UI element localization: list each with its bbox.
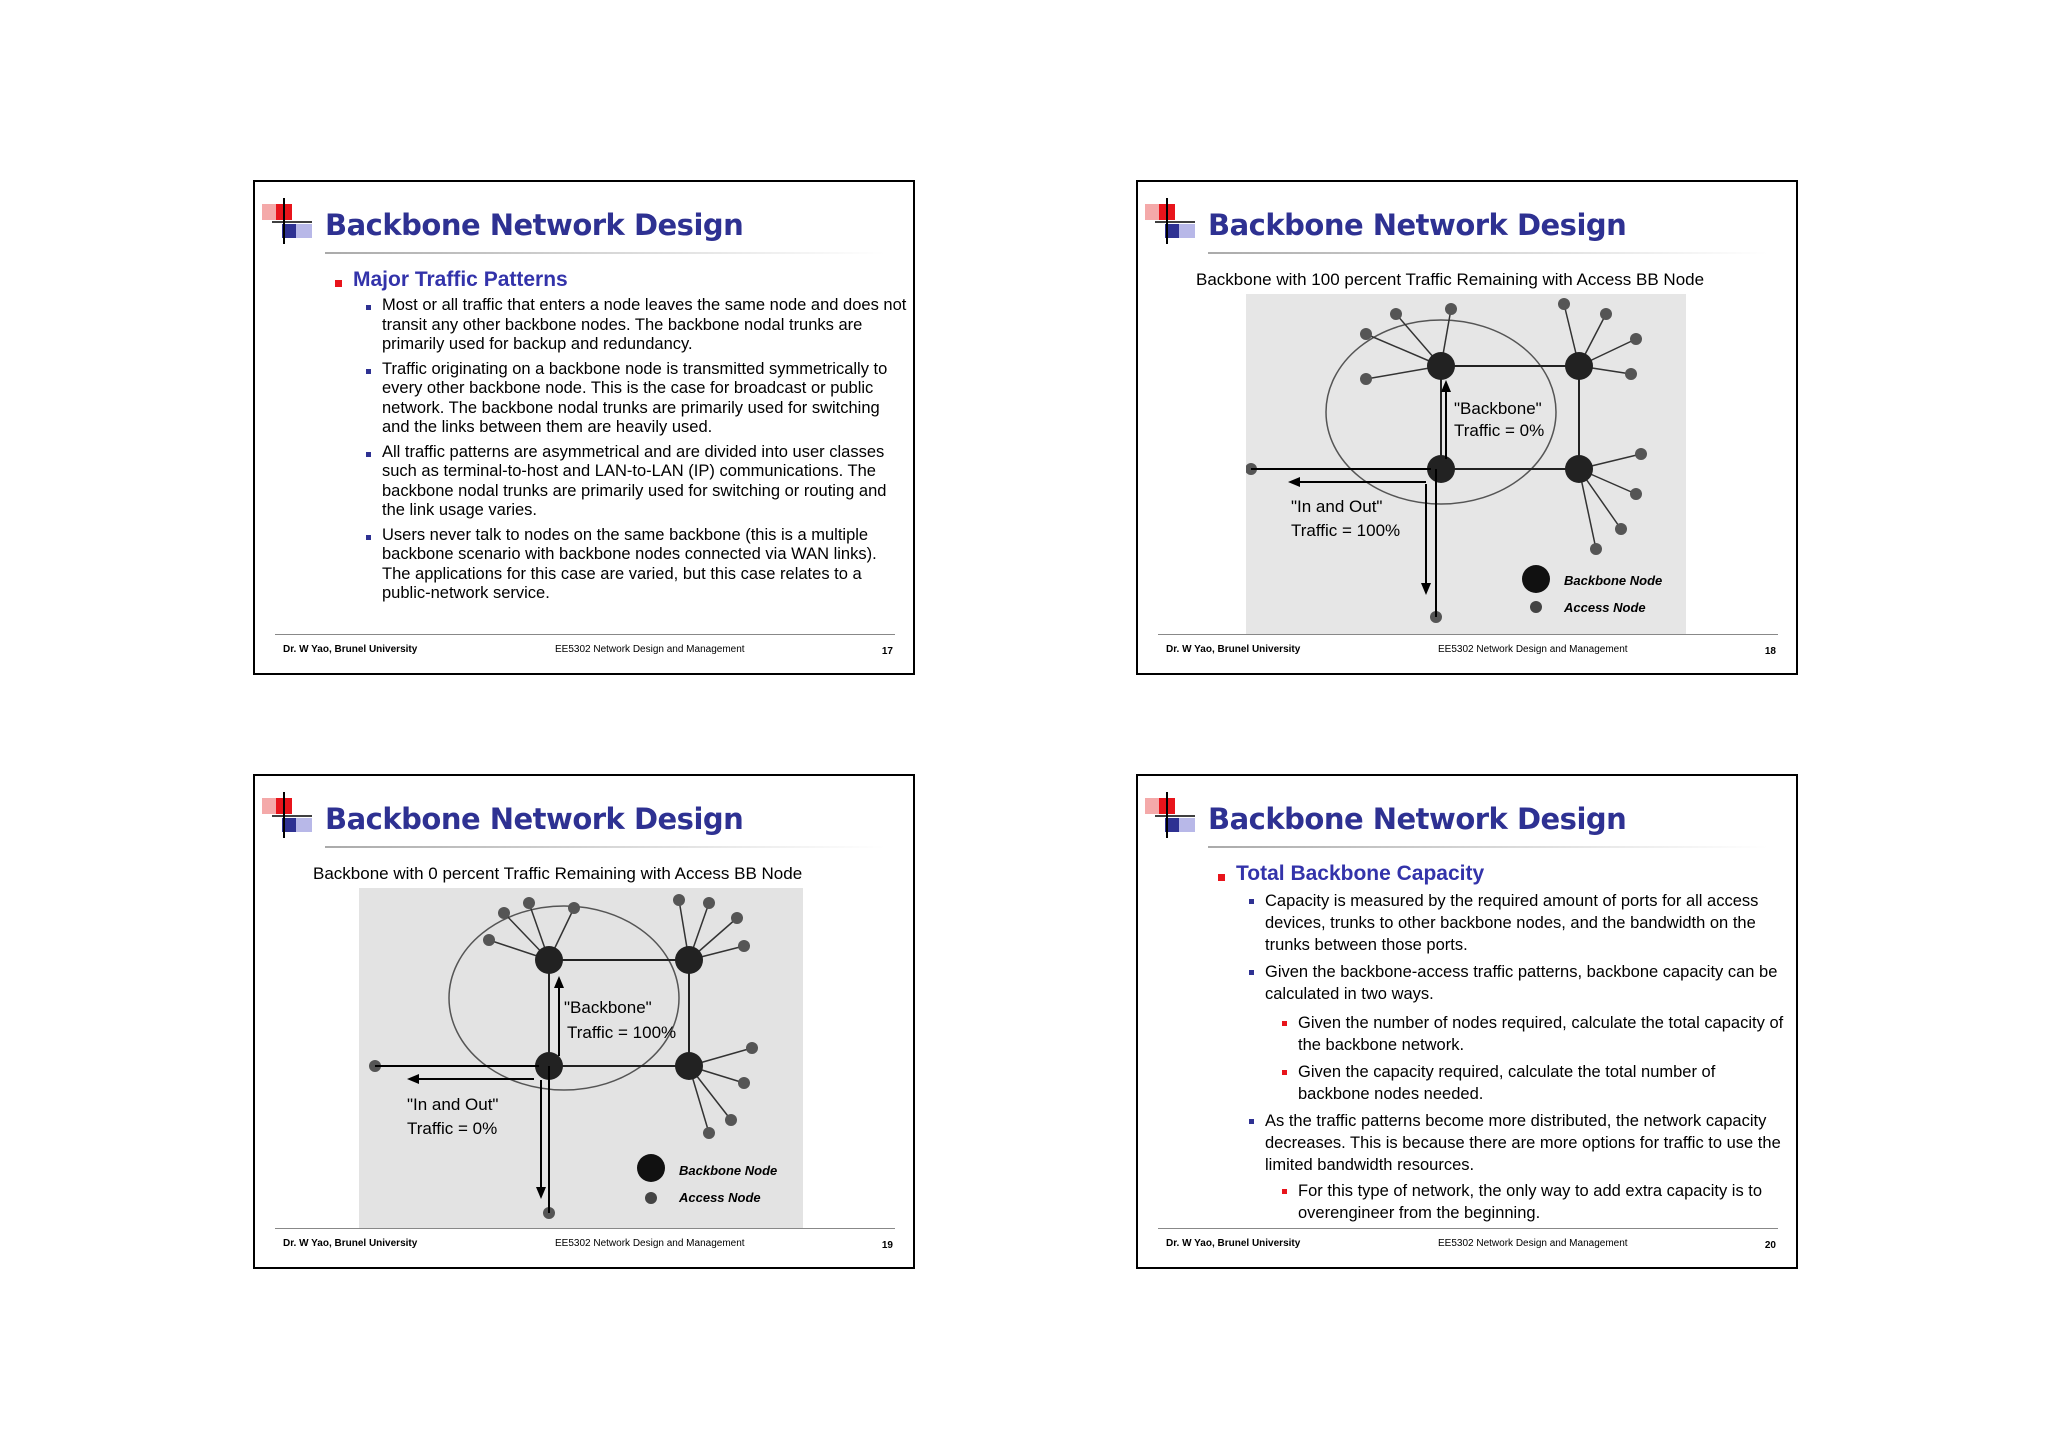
- footer-course: EE5302 Network Design and Management: [555, 644, 745, 655]
- list-item: [1265, 1110, 1790, 1176]
- page-number: 18: [1764, 646, 1776, 657]
- bullet-text: All traffic patterns are asymmetrical and are divided into user classes such as terminal-to-host and LAN-to-LAN (IP) communications. The backbone nodal trunks are primarily used for switching or routing and the link usage varies.: [382, 442, 887, 519]
- inout-traffic: Traffic = 100%: [1291, 521, 1401, 540]
- page-number: 17: [881, 646, 893, 657]
- slide-18: [1136, 180, 1798, 675]
- backbone-traffic: Traffic = 100%: [567, 1023, 677, 1042]
- list-item: [1298, 1180, 1788, 1224]
- footer-author: Dr. W Yao, Brunel University: [283, 1238, 418, 1249]
- legend-backbone-node: Backbone Node: [1564, 573, 1663, 588]
- slide-logo-icon: [1145, 792, 1195, 838]
- slide-subtitle: Backbone with 0 percent Traffic Remaining with Access BB Node: [313, 864, 803, 883]
- sub-bullet-list: [1298, 1012, 1788, 1110]
- footer-divider: [1158, 1228, 1778, 1229]
- title-divider: [325, 846, 885, 848]
- bullet-square-icon: [1218, 874, 1225, 881]
- list-item: [382, 443, 907, 521]
- bullet-square-icon: [1282, 1189, 1287, 1194]
- bullet-text: Given the capacity required, calculate the total number of backbone nodes needed.: [1298, 1063, 1716, 1103]
- slide-20: [1136, 774, 1798, 1269]
- list-item: [382, 360, 907, 438]
- page-number: 19: [881, 1240, 893, 1251]
- bullet-text: Capacity is measured by the required amount of ports for all access devices, trunks to other backbone nodes, and the bandwidth on the trunks between those ports.: [1265, 892, 1759, 954]
- footer-author: Dr. W Yao, Brunel University: [1166, 1238, 1301, 1249]
- inout-traffic: Traffic = 0%: [407, 1119, 498, 1138]
- bullet-list: [1265, 890, 1790, 1010]
- bullet-list: [382, 296, 907, 609]
- bullet-text: Traffic originating on a backbone node is transmitted symmetrically to every other backbone node. This is the case for broadcast or public network. The backbone nodal trunks are primarily used for switching and the links between them are heavily used.: [382, 359, 888, 436]
- section-heading: Total Backbone Capacity: [1236, 862, 1485, 885]
- bullet-square-icon: [1249, 899, 1254, 904]
- list-item: [382, 296, 907, 355]
- slide-17: [253, 180, 915, 675]
- bullet-text: Given the backbone-access traffic patterns, backbone capacity can be calculated in two ways.: [1265, 963, 1778, 1003]
- bullet-list: [1265, 1110, 1790, 1181]
- legend-backbone-node: Backbone Node: [679, 1163, 778, 1178]
- bullet-square-icon: [366, 369, 371, 374]
- legend-access-node: Access Node: [1564, 600, 1646, 615]
- network-diagram: [1246, 294, 1686, 634]
- list-item: [1298, 1061, 1788, 1105]
- page-number: 20: [1764, 1240, 1776, 1251]
- slide-title: Backbone Network Design: [1208, 802, 1627, 836]
- backbone-traffic: Traffic = 0%: [1454, 421, 1545, 440]
- slide-title: Backbone Network Design: [325, 208, 744, 242]
- footer-course: EE5302 Network Design and Management: [1438, 1238, 1628, 1249]
- slide-title: Backbone Network Design: [325, 802, 744, 836]
- footer-divider: [275, 1228, 895, 1229]
- inout-label: "In and Out": [407, 1095, 499, 1114]
- list-item: [1265, 890, 1790, 956]
- legend-access-node: Access Node: [679, 1190, 761, 1205]
- footer-author: Dr. W Yao, Brunel University: [283, 644, 418, 655]
- title-divider: [1208, 252, 1768, 254]
- bullet-square-icon: [1249, 1119, 1254, 1124]
- bullet-square-icon: [335, 280, 342, 287]
- inout-label: "In and Out": [1291, 497, 1383, 516]
- bullet-text: Users never talk to nodes on the same backbone (this is a multiple backbone scenario with backbone nodes connected via WAN links). The applications for this case are varied, but this case relates to a public-network service.: [382, 525, 877, 602]
- network-diagram: [359, 888, 803, 1228]
- slide-logo-icon: [262, 198, 312, 244]
- bullet-text: Most or all traffic that enters a node leaves the same node and does not transit any other backbone nodes. The backbone nodal trunks are primarily used for backup and redundancy.: [382, 296, 907, 353]
- title-divider: [1208, 846, 1768, 848]
- slide-19: [253, 774, 915, 1269]
- slide-logo-icon: [1145, 198, 1195, 244]
- footer-divider: [1158, 634, 1778, 635]
- bullet-text: As the traffic patterns become more distributed, the network capacity decreases. This is because there are more options for traffic to use the limited bandwidth resources.: [1265, 1112, 1781, 1174]
- bullet-square-icon: [1282, 1070, 1287, 1075]
- backbone-label: "Backbone": [564, 998, 652, 1017]
- bullet-text: Given the number of nodes required, calculate the total capacity of the backbone network.: [1298, 1014, 1784, 1054]
- list-item: [382, 526, 907, 604]
- list-item: [1265, 961, 1790, 1005]
- section-heading: Major Traffic Patterns: [353, 268, 568, 291]
- bullet-square-icon: [366, 452, 371, 457]
- list-item: [1298, 1012, 1788, 1056]
- bullet-square-icon: [1282, 1021, 1287, 1026]
- sub-bullet-list: [1298, 1180, 1788, 1229]
- footer-course: EE5302 Network Design and Management: [555, 1238, 745, 1249]
- footer-author: Dr. W Yao, Brunel University: [1166, 644, 1301, 655]
- bullet-square-icon: [1249, 970, 1254, 975]
- backbone-label: "Backbone": [1454, 399, 1542, 418]
- slide-title: Backbone Network Design: [1208, 208, 1627, 242]
- bullet-square-icon: [366, 535, 371, 540]
- bullet-square-icon: [366, 305, 371, 310]
- footer-divider: [275, 634, 895, 635]
- footer-course: EE5302 Network Design and Management: [1438, 644, 1628, 655]
- title-divider: [325, 252, 885, 254]
- slide-logo-icon: [262, 792, 312, 838]
- slide-subtitle: Backbone with 100 percent Traffic Remaining with Access BB Node: [1196, 270, 1705, 289]
- bullet-text: For this type of network, the only way to add extra capacity is to overengineer from the beginning.: [1298, 1182, 1763, 1222]
